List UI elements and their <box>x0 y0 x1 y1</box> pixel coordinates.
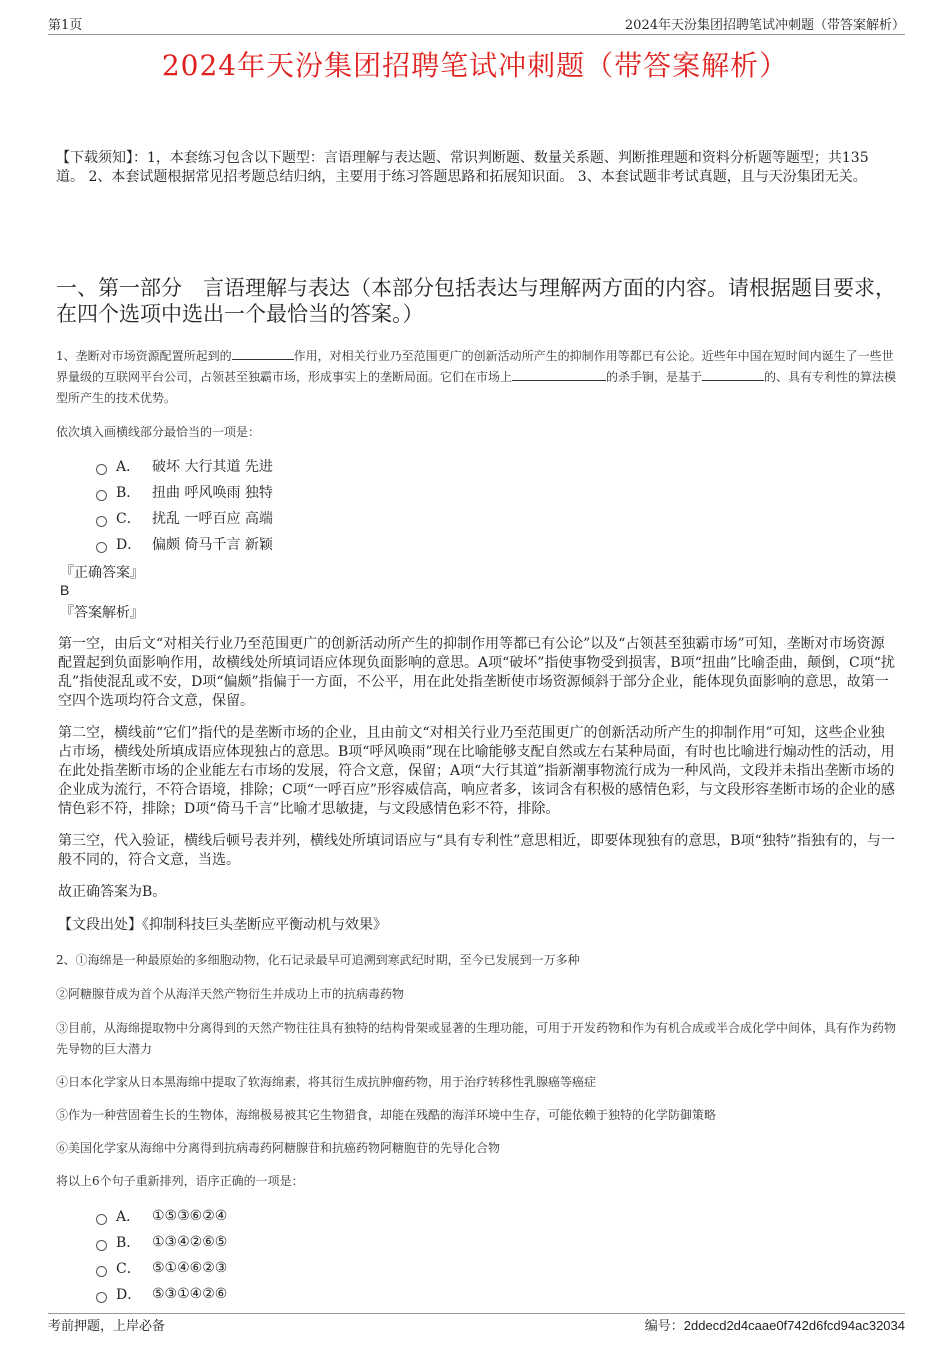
footer-slogan: 考前押题，上岸必备 <box>48 1319 166 1334</box>
source-citation: 【文段出处】《抑制科技巨头垄断应平衡动机与效果》 <box>58 917 387 933</box>
question-2-options <box>96 1203 227 1307</box>
download-notice: 【下载须知】：1，本套练习包含以下题型：言语理解与表达题、常识判断题、数量关系题、判断推理题和资料分析题等题型；共135道。 2、本套试题根据常见招考题总结归纳，主要用于练习答题思路和拓展知识面。 3、本套试题非考试真题，且与天汾集团无关。 <box>56 150 869 185</box>
question-2-sentence-3: ③目前，从海绵提取物中分离得到的天然产物往往具有独特的结构骨架或显著的生理功能，可用于开发药物和作为有机合成或半合成化学中间体，具有作为药物先导物的巨大潜力 <box>56 1021 897 1056</box>
analysis-paragraph-3: 第三空，代入验证，横线后顿号表并列，横线处所填词语应与“具有专利性”意思相近，即要体现独有的意思，B项“独特”指独有的，与一般不同的，符合文意，当选。 <box>58 833 895 868</box>
answer-label: 『正确答案』 <box>60 565 144 581</box>
blank-1 <box>232 347 294 360</box>
option-d[interactable]: D． ⑤③①④②⑥ <box>96 1281 227 1307</box>
analysis-label: 『答案解析』 <box>60 605 144 621</box>
radio-icon[interactable] <box>96 1214 107 1225</box>
question-2-sentence-5: ⑤作为一种营固着生长的生物体，海绵极易被其它生物猎食，却能在残酷的海洋环境中生存，可能依赖于独特的化学防御策略 <box>56 1108 717 1122</box>
question-2-sentence-1: 2、①海绵是一种最原始的多细胞动物，化石记录最早可追溯到寒武纪时期，至今已发展到一万多种 <box>56 953 580 967</box>
question-2-sentence-4: ④日本化学家从日本黑海绵中提取了软海绵素，将其衍生成抗肿瘤药物，用于治疗转移性乳腺癌等癌症 <box>56 1075 597 1089</box>
option-d[interactable]: D． 偏颇 倚马千言 新颖 <box>96 531 273 557</box>
radio-icon[interactable] <box>96 1292 107 1303</box>
document-code: 编号：2ddecd2d4caae0f742d6fcd94ac32034 <box>644 1318 905 1334</box>
option-b[interactable]: B． 扭曲 呼风唤雨 独特 <box>96 479 273 505</box>
page-header <box>48 14 905 35</box>
header-doc-title: 2024年天汾集团招聘笔试冲刺题（带答案解析） <box>624 18 905 33</box>
option-b[interactable]: B． ①③④②⑥⑤ <box>96 1229 227 1255</box>
option-a[interactable]: A． 破坏 大行其道 先进 <box>96 453 273 479</box>
radio-icon[interactable] <box>96 516 107 527</box>
analysis-paragraph-2: 第二空，横线前“它们”指代的是垄断市场的企业，且由前文“对相关行业乃至范围更广的创新活动所产生的抑制作用”可知，这些企业独占市场，横线处所填成语应体现独占的意思。B项“呼风唤雨”现在比喻能够支配自然或左右某种局面，有时也比喻进行煽动性的活动，用在此处指垄断市场的企业能左右市场的发展，符合文意，保留；A项“大行其道”指新潮事物流行成为一种风尚，文段并未指出垄断市场的企业成为流行，不符合语境，排除；C项“一呼百应”形容威信高，响应者多，该词含有积极的感情色彩，与文段形容垄断市场的企业的感情色彩不符，排除；D项“倚马千言”比喻才思敏捷，与文段感情色彩不符，排除。 <box>58 725 896 817</box>
question-1-prompt: 依次填入画横线部分最恰当的一项是： <box>56 425 261 439</box>
question-2-sentence-6: ⑥美国化学家从海绵中分离得到抗病毒药阿糖腺苷和抗癌药物阿糖胞苷的先导化合物 <box>56 1141 501 1155</box>
analysis-paragraph-1: 第一空，由后文“对相关行业乃至范围更广的创新活动所产生的抑制作用等都已有公论”以及“占领甚至独霸市场”可知，垄断对市场资源配置起到负面影响作用，故横线处所填词语应体现负面影响的意思。A项“破坏”指使事物受到损害，B项“扭曲”比喻歪曲，颠倒，C项“扰乱”指使混乱或不安，D项“偏颇”指偏于一方面，不公平，用在此处指垄断使市场资源倾斜于部分企业，能体现负面影响的意思，故第一空四个选项均符合文意，保留。 <box>58 636 895 709</box>
radio-icon[interactable] <box>96 464 107 475</box>
analysis-conclusion: 故正确答案为B。 <box>58 884 167 900</box>
section-heading: 一、第一部分 言语理解与表达（本部分包括表达与理解两方面的内容。请根据题目要求，在四个选项中选出一个最恰当的答案。） <box>56 276 896 326</box>
blank-2 <box>512 368 606 381</box>
question-1-stem: 1、垄断对市场资源配置所起到的 作用，对相关行业乃至范围更广的创新活动所产生的抑制作用等都已有公论。近些年中国在短时间内诞生了一些世界量级的互联网平台公司，占领甚至独霸市场，形成事实上的垄断局面。它们在市场上 的杀手锏，是基于 的、具有专利性的算法模型所产生的技术优势。 <box>56 349 897 405</box>
radio-icon[interactable] <box>96 1240 107 1251</box>
radio-icon[interactable] <box>96 1266 107 1277</box>
answer-value: B <box>60 582 70 598</box>
blank-3 <box>702 368 764 381</box>
page-number: 第1页 <box>48 18 83 33</box>
page-title: 2024年天汾集团招聘笔试冲刺题（带答案解析） <box>161 49 789 82</box>
question-2-sentence-2: ②阿糖腺苷成为首个从海洋天然产物衍生并成功上市的抗病毒药物 <box>56 987 405 1001</box>
option-c[interactable]: C． 扰乱 一呼百应 高端 <box>96 505 273 531</box>
option-c[interactable]: C． ⑤①④⑥②③ <box>96 1255 227 1281</box>
page-footer <box>48 1313 905 1334</box>
radio-icon[interactable] <box>96 490 107 501</box>
question-2-prompt: 将以上6个句子重新排列，语序正确的一项是： <box>56 1174 304 1188</box>
option-a[interactable]: A． ①⑤③⑥②④ <box>96 1203 227 1229</box>
radio-icon[interactable] <box>96 542 107 553</box>
question-1-options <box>96 453 273 557</box>
